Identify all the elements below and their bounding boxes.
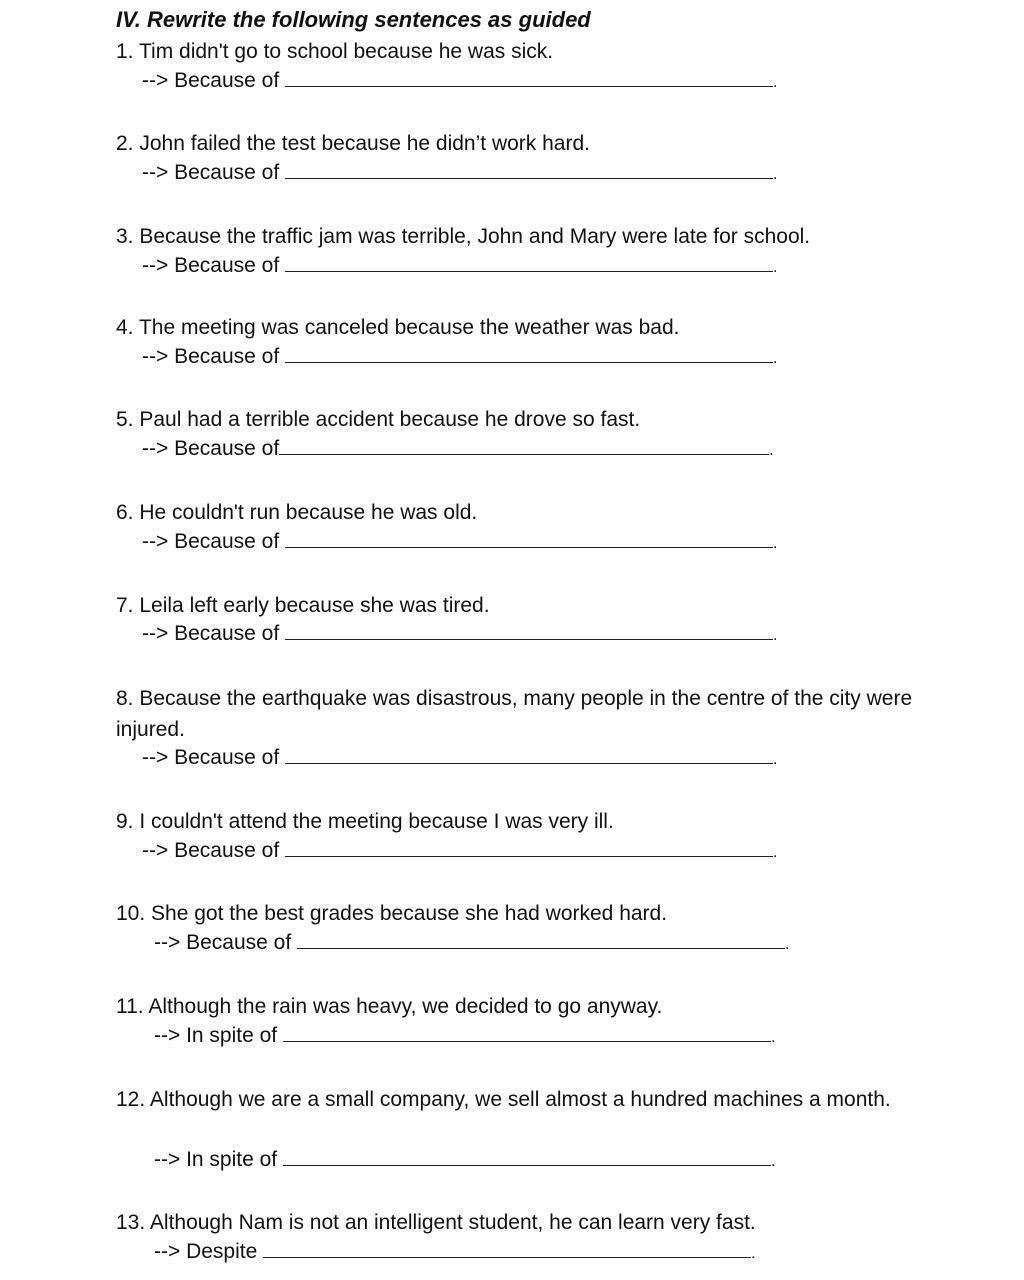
- answer-blank-7[interactable]: [285, 621, 773, 640]
- question-sentence: John failed the test because he didn’t work hard.: [139, 132, 590, 155]
- answer-blank-4[interactable]: [285, 344, 773, 363]
- question-number: 2.: [116, 132, 134, 155]
- question-sentence: Because the earthquake was disastrous, many people in the centre of the city were injured.: [116, 687, 913, 741]
- end-period: .: [773, 74, 778, 91]
- answer-blank-3[interactable]: [285, 253, 773, 272]
- question-sentence: He couldn't run because he was old.: [139, 501, 478, 524]
- answer-blank-6[interactable]: [285, 529, 773, 548]
- question-2: [116, 128, 930, 159]
- end-period: .: [773, 350, 778, 367]
- answer-line-5: [142, 435, 774, 465]
- answer-prompt: --> Because of: [142, 839, 280, 862]
- answer-line-12: [154, 1146, 775, 1176]
- question-number: 1.: [116, 40, 134, 63]
- answer-line-10: [154, 929, 789, 959]
- question-8: [116, 683, 930, 745]
- answer-prompt: --> Because of: [142, 254, 280, 277]
- question-sentence: She got the best grades because she had worked hard.: [151, 902, 668, 925]
- answer-line-8: [142, 744, 777, 774]
- question-6: [116, 497, 930, 528]
- question-9: [116, 806, 930, 837]
- answer-prompt: --> Despite: [154, 1240, 258, 1263]
- answer-line-2: [142, 159, 777, 189]
- end-period: .: [785, 936, 790, 953]
- section-title: IV. Rewrite the following sentences as guided: [116, 7, 591, 32]
- question-sentence: The meeting was canceled because the weather was bad.: [138, 316, 680, 339]
- end-period: .: [773, 844, 778, 861]
- question-number: 10.: [116, 902, 146, 925]
- question-5: [116, 404, 930, 435]
- end-period: .: [773, 259, 778, 276]
- end-period: .: [770, 1153, 776, 1170]
- question-sentence: I couldn't attend the meeting because I was very ill.: [139, 810, 614, 833]
- question-1: [116, 36, 930, 67]
- end-period: .: [773, 535, 778, 552]
- answer-prompt: --> In spite of: [154, 1024, 278, 1047]
- answer-prompt: --> Because of: [142, 161, 280, 184]
- question-11: [116, 991, 930, 1022]
- answer-line-7: [142, 620, 777, 650]
- question-number: 5.: [116, 408, 134, 431]
- answer-blank-1[interactable]: [285, 68, 773, 87]
- end-period: .: [773, 627, 778, 644]
- question-number: 9.: [116, 810, 134, 833]
- answer-prompt: --> Because of: [142, 69, 280, 92]
- answer-blank-11[interactable]: [283, 1023, 771, 1042]
- question-3: [116, 221, 930, 252]
- answer-prompt: --> Because of: [142, 345, 280, 368]
- question-sentence: Although the rain was heavy, we decided to go anyway.: [148, 995, 663, 1018]
- question-number: 12.: [116, 1088, 146, 1111]
- question-sentence: Leila left early because she was tired.: [139, 594, 490, 617]
- answer-blank-10[interactable]: [297, 930, 785, 949]
- answer-prompt: --> Because of: [142, 530, 280, 553]
- question-sentence: Because the traffic jam was terrible, John and Mary were late for school.: [139, 225, 811, 248]
- question-number: 3.: [116, 225, 134, 248]
- question-number: 11.: [116, 995, 144, 1018]
- end-period: .: [773, 751, 778, 768]
- question-sentence: Although we are a small company, we sell almost a hundred machines a month.: [149, 1088, 891, 1111]
- answer-line-4: [142, 343, 777, 373]
- answer-line-3: [142, 252, 777, 282]
- answer-blank-8[interactable]: [285, 745, 773, 764]
- answer-prompt: --> Because of: [142, 746, 280, 769]
- question-10: [116, 898, 930, 929]
- answer-blank-9[interactable]: [285, 838, 773, 857]
- end-period: .: [769, 442, 774, 459]
- question-number: 4.: [116, 316, 134, 339]
- question-13: [116, 1207, 930, 1238]
- answer-prompt: --> Because of: [142, 437, 280, 460]
- answer-line-1: [142, 67, 777, 97]
- question-sentence: Tim didn't go to school because he was sick.: [138, 40, 554, 63]
- answer-line-11: [154, 1022, 775, 1052]
- question-sentence: Although Nam is not an intelligent student, he can learn very fast.: [149, 1211, 756, 1234]
- question-number: 7.: [116, 594, 134, 617]
- end-period: .: [770, 1029, 776, 1046]
- question-12: [116, 1084, 930, 1115]
- answer-blank-2[interactable]: [285, 160, 773, 179]
- answer-line-6: [142, 528, 777, 558]
- answer-blank-13[interactable]: [263, 1239, 751, 1258]
- answer-blank-12[interactable]: [283, 1147, 771, 1166]
- answer-line-13: [154, 1238, 756, 1268]
- question-4: [116, 312, 930, 343]
- answer-line-9: [142, 837, 777, 867]
- question-number: 8.: [116, 687, 134, 710]
- answer-prompt: --> In spite of: [154, 1148, 278, 1171]
- end-period: .: [773, 166, 778, 183]
- answer-blank-5[interactable]: [279, 436, 769, 455]
- end-period: .: [751, 1245, 756, 1262]
- question-number: 6.: [116, 501, 134, 524]
- question-number: 13.: [116, 1211, 146, 1234]
- question-sentence: Paul had a terrible accident because he drove so fast.: [139, 408, 641, 431]
- answer-prompt: --> Because of: [142, 622, 280, 645]
- question-7: [116, 590, 930, 621]
- answer-prompt: --> Because of: [154, 931, 292, 954]
